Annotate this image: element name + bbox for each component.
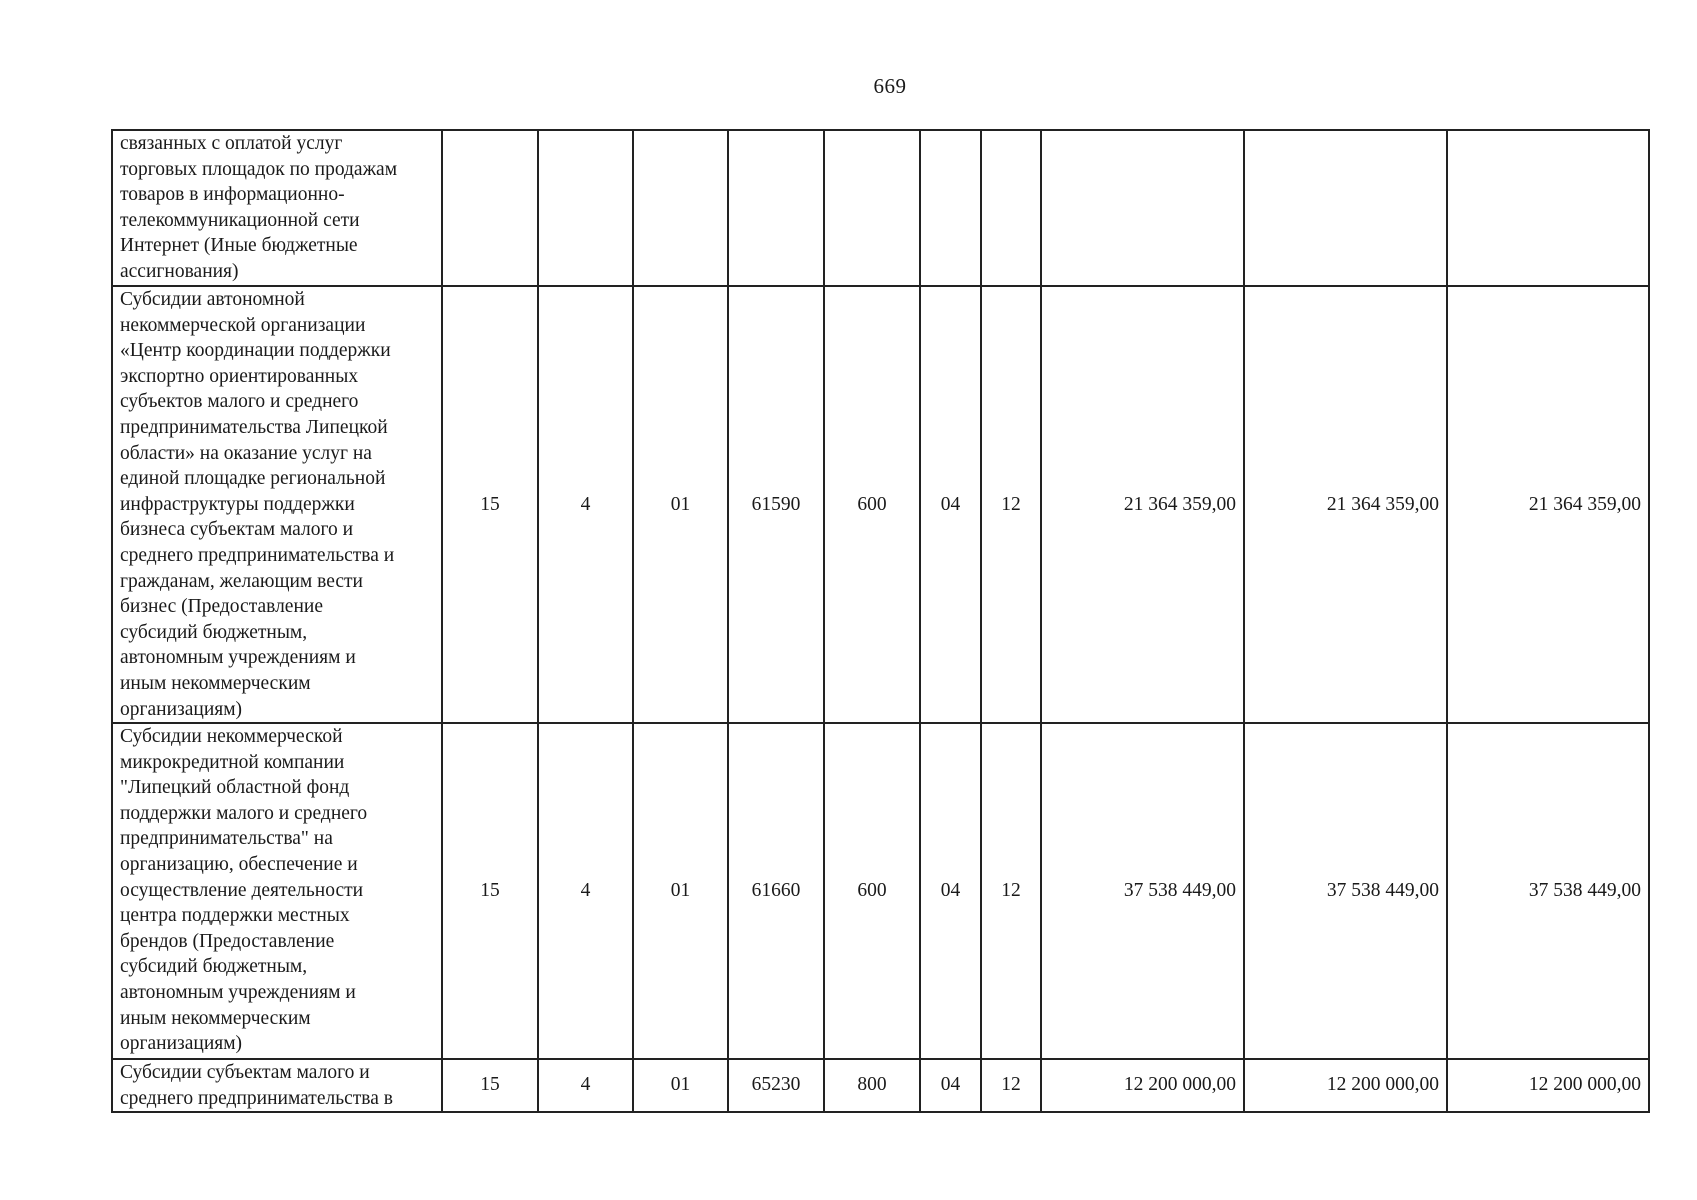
code-cell [824, 130, 920, 286]
code-cell: 04 [920, 286, 981, 723]
code-cell: 4 [538, 723, 633, 1059]
amount-cell: 12 200 000,00 [1244, 1059, 1447, 1112]
code-cell: 04 [920, 1059, 981, 1112]
code-cell: 12 [981, 723, 1041, 1059]
amount-cell: 12 200 000,00 [1041, 1059, 1244, 1112]
row-description: Субсидии некоммерческой микрокредитной компании "Липецкий областной фонд поддержки малого и среднего предпринимательства" на организацию, обеспечение и осуществление деятельности центра поддержки местных брендов (Предоставление субсидий бюджетным, автономным учреждениям и иным некоммерческим организациям) [112, 723, 442, 1059]
code-cell: 04 [920, 723, 981, 1059]
amount-cell: 37 538 449,00 [1041, 723, 1244, 1059]
code-cell: 12 [981, 286, 1041, 723]
amount-cell [1041, 130, 1244, 286]
amount-cell: 21 364 359,00 [1447, 286, 1649, 723]
code-cell: 15 [442, 286, 538, 723]
code-cell [538, 130, 633, 286]
code-cell [920, 130, 981, 286]
row-description: Субсидии субъектам малого и среднего предпринимательства в [112, 1059, 442, 1112]
budget-table [111, 129, 1650, 1113]
code-cell [981, 130, 1041, 286]
code-cell [442, 130, 538, 286]
code-cell: 600 [824, 723, 920, 1059]
amount-cell: 12 200 000,00 [1447, 1059, 1649, 1112]
code-cell: 4 [538, 1059, 633, 1112]
page-number: 669 [873, 74, 907, 98]
amount-cell [1447, 130, 1649, 286]
table-row [112, 723, 1649, 1059]
row-description: Субсидии автономной некоммерческой организации «Центр координации поддержки экспортно ориентированных субъектов малого и среднего предпринимательства Липецкой области» на оказание услуг на единой площадке региональной инфраструктуры поддержки бизнеса субъектам малого и среднего предпринимательства и гражданам, желающим вести бизнес (Предоставление субсидий бюджетным, автономным учреждениям и иным некоммерческим организациям) [112, 286, 442, 723]
code-cell: 4 [538, 286, 633, 723]
amount-cell [1244, 130, 1447, 286]
table-row [112, 286, 1649, 723]
code-cell: 61590 [728, 286, 824, 723]
amount-cell: 37 538 449,00 [1447, 723, 1649, 1059]
row-description: связанных с оплатой услуг торговых площадок по продажам товаров в информационно- телекоммуникационной сети Интернет (Иные бюджетные ассигнования) [112, 130, 442, 286]
code-cell: 12 [981, 1059, 1041, 1112]
code-cell [633, 130, 728, 286]
code-cell: 01 [633, 286, 728, 723]
code-cell: 65230 [728, 1059, 824, 1112]
amount-cell: 21 364 359,00 [1041, 286, 1244, 723]
table-row [112, 1059, 1649, 1112]
code-cell: 600 [824, 286, 920, 723]
code-cell: 61660 [728, 723, 824, 1059]
amount-cell: 37 538 449,00 [1244, 723, 1447, 1059]
code-cell: 01 [633, 1059, 728, 1112]
code-cell: 800 [824, 1059, 920, 1112]
code-cell: 15 [442, 723, 538, 1059]
table-row [112, 130, 1649, 286]
code-cell: 15 [442, 1059, 538, 1112]
code-cell [728, 130, 824, 286]
amount-cell: 21 364 359,00 [1244, 286, 1447, 723]
code-cell: 01 [633, 723, 728, 1059]
